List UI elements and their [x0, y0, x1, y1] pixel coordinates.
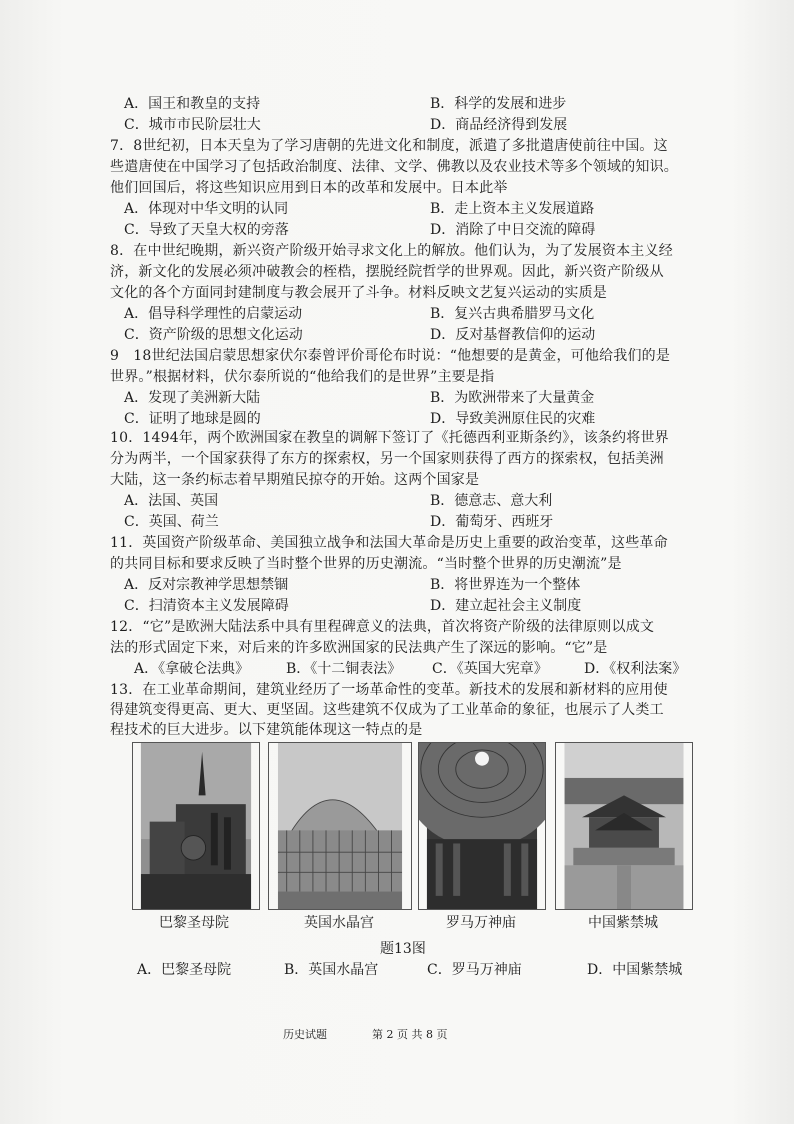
q12-stem-line: 12．“它”是欧洲大陆法系中具有里程碑意义的法典，首次将资产阶级的法律原则以成文	[110, 619, 655, 635]
figure-title: 题13图	[380, 941, 426, 957]
q7-option-d[interactable]: D．消除了中日交流的障碍	[430, 222, 596, 238]
q13-stem-line: 程技术的巨大进步。以下建筑能体现这一特点的是	[110, 722, 423, 738]
q6-option-c[interactable]: C．城市市民阶层壮大	[124, 117, 261, 133]
q10-option-d[interactable]: D．葡萄牙、西班牙	[430, 514, 554, 530]
q9-stem-line: 世界。”根据材料，伏尔泰所说的“他给我们的是世界”主要是指	[110, 369, 495, 385]
q13-option-d[interactable]: D．中国紫禁城	[587, 962, 683, 978]
caption-crystal-palace: 英国水晶宫	[304, 915, 374, 931]
q9-stem-line: 9 18世纪法国启蒙思想家伏尔泰曾评价哥伦布时说：“他想要的是黄金，可他给我们的是	[110, 348, 671, 364]
q7-stem-line: 些遣唐使在中国学习了包括政治制度、法律、文学、佛教以及农业技术等多个领域的知识。	[110, 159, 678, 175]
q11-option-b[interactable]: B．将世界连为一个整体	[430, 577, 581, 593]
q12-option-c[interactable]: C．《英国大宪章》	[432, 661, 548, 677]
q8-option-b[interactable]: B．复兴古典希腊罗马文化	[430, 306, 595, 322]
caption-pantheon: 罗马万神庙	[446, 915, 516, 931]
q6-option-d[interactable]: D．商品经济得到发展	[430, 117, 568, 133]
q8-stem-line: 济，新文化的发展必须冲破教会的桎梏，摆脱经院哲学的世界观。因此，新兴资产阶级从	[110, 264, 664, 280]
q10-stem-line: 大陆，这一条约标志着早期殖民掠夺的开始。这两个国家是	[110, 472, 480, 488]
q6-option-a[interactable]: A．国王和教皇的支持	[124, 96, 261, 112]
q7-option-a[interactable]: A．体现对中华文明的认同	[124, 201, 289, 217]
q13-stem-line: 得建筑变得更高、更大、更坚固。这些建筑不仅成为了工业革命的象征，也展示了人类工	[110, 702, 664, 718]
footer-page-number: 第 2 页 共 8 页	[372, 1028, 448, 1041]
q8-stem-line: 8．在中世纪晚期，新兴资产阶级开始寻求文化上的解放。他们认为，为了发展资本主义经	[110, 243, 673, 259]
q11-stem-line: 11．英国资产阶级革命、美国独立战争和法国大革命是历史上重要的政治变革，这些革命	[110, 535, 668, 551]
q9-option-b[interactable]: B．为欧洲带来了大量黄金	[430, 390, 595, 406]
q8-option-c[interactable]: C．资产阶级的思想文化运动	[124, 327, 303, 343]
q7-stem-line: 他们回国后，将这些知识应用到日本的改革和发展中。日本此举	[110, 180, 508, 196]
q11-stem-line: 的共同目标和要求反映了当时整个世界的历史潮流。“当时整个世界的历史潮流”是	[110, 556, 622, 572]
footer-subject: 历史试题	[283, 1028, 327, 1041]
caption-notre-dame: 巴黎圣母院	[159, 915, 229, 931]
q13-option-a[interactable]: A．巴黎圣母院	[137, 962, 232, 978]
q11-option-a[interactable]: A．反对宗教神学思想禁锢	[124, 577, 289, 593]
q13-stem-line: 13．在工业革命期间，建筑业经历了一场革命性的变革。新技术的发展和新材料的应用使	[110, 682, 668, 698]
caption-forbidden-city: 中国紫禁城	[588, 915, 658, 931]
q10-stem-line: 分为两半，一个国家获得了东方的探索权，另一个国家则获得了西方的探索权，包括美洲	[110, 451, 664, 467]
q10-option-b[interactable]: B．德意志、意大利	[430, 493, 553, 509]
q8-option-d[interactable]: D．反对基督教信仰的运动	[430, 327, 596, 343]
notre-dame-photo	[132, 742, 260, 910]
q11-option-c[interactable]: C．扫清资本主义发展障碍	[124, 598, 289, 614]
q7-option-c[interactable]: C．导致了天皇大权的旁落	[124, 222, 289, 238]
pantheon-photo	[418, 742, 546, 910]
crystal-palace-photo	[268, 742, 412, 910]
q12-option-d[interactable]: D．《权利法案》	[584, 661, 687, 677]
q6-option-b[interactable]: B．科学的发展和进步	[430, 96, 567, 112]
q12-stem-line: 法的形式固定下来，对后来的许多欧洲国家的民法典产生了深远的影响。“它”是	[110, 640, 608, 656]
q7-stem-line: 7．8世纪初，日本天皇为了学习唐朝的先进文化和制度，派遣了多批遣唐使前往中国。这	[110, 138, 668, 154]
q9-option-d[interactable]: D．导致美洲原住民的灾难	[430, 411, 596, 427]
q12-option-a[interactable]: A．《拿破仑法典》	[134, 661, 250, 677]
q13-option-b[interactable]: B．英国水晶宫	[284, 962, 379, 978]
q11-option-d[interactable]: D．建立起社会主义制度	[430, 598, 582, 614]
q8-stem-line: 文化的各个方面同封建制度与教会展开了斗争。材料反映文艺复兴运动的实质是	[110, 285, 607, 301]
q9-option-c[interactable]: C．证明了地球是圆的	[124, 411, 261, 427]
q8-option-a[interactable]: A．倡导科学理性的启蒙运动	[124, 306, 303, 322]
q12-option-b[interactable]: B．《十二铜表法》	[286, 661, 402, 677]
q10-option-a[interactable]: A．法国、英国	[124, 493, 219, 509]
q10-stem-line: 10．1494年，两个欧洲国家在教皇的调解下签订了《托德西利亚斯条约》，该条约将世界	[110, 430, 669, 446]
q9-option-a[interactable]: A．发现了美洲新大陆	[124, 390, 261, 406]
q7-option-b[interactable]: B．走上资本主义发展道路	[430, 201, 595, 217]
q10-option-c[interactable]: C．英国、荷兰	[124, 514, 219, 530]
forbidden-city-photo	[555, 742, 693, 910]
q13-option-c[interactable]: C．罗马万神庙	[427, 962, 522, 978]
